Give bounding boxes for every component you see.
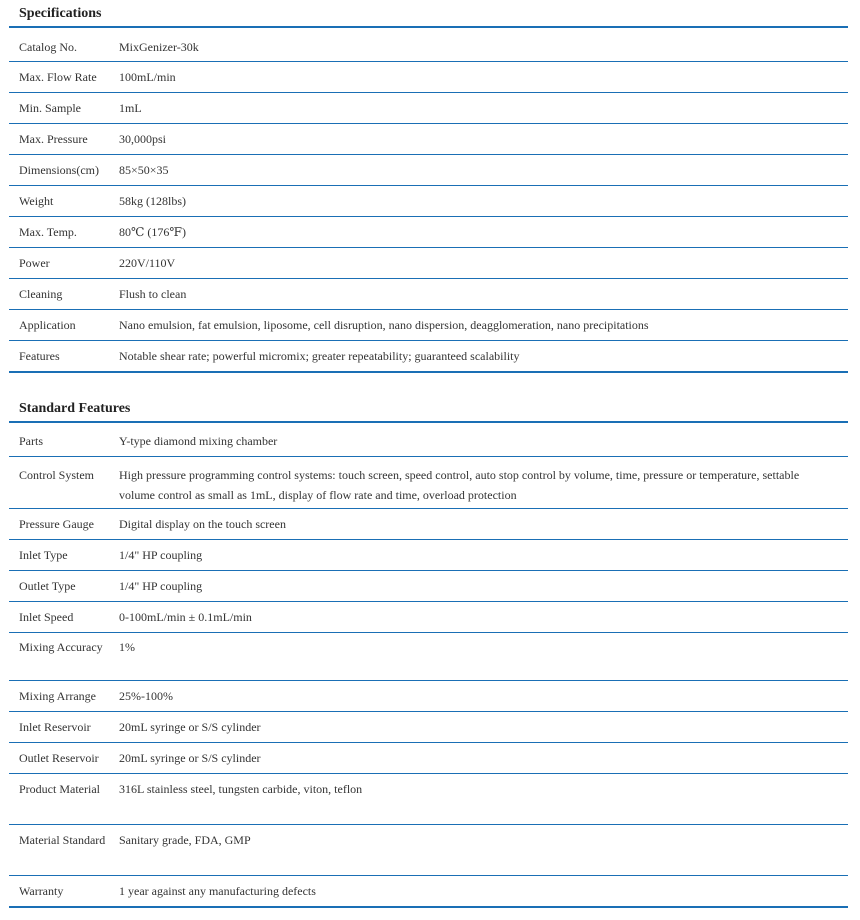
row-label: Mixing Arrange bbox=[9, 680, 109, 711]
row-label: Inlet Reservoir bbox=[9, 711, 109, 742]
row-label: Outlet Reservoir bbox=[9, 742, 109, 773]
table-row bbox=[9, 601, 848, 632]
row-value: Sanitary grade, FDA, GMP bbox=[109, 824, 848, 875]
row-value: 0-100mL/min ± 0.1mL/min bbox=[109, 601, 848, 632]
table-row bbox=[9, 632, 848, 680]
row-value: 1/4" HP coupling bbox=[109, 539, 848, 570]
row-label: Warranty bbox=[9, 875, 109, 907]
row-label: Outlet Type bbox=[9, 570, 109, 601]
row-value: 1mL bbox=[109, 92, 848, 123]
specifications-section bbox=[9, 0, 848, 373]
standard-features-table bbox=[9, 423, 848, 908]
table-row bbox=[9, 247, 848, 278]
row-label: Max. Flow Rate bbox=[9, 61, 109, 92]
row-label: Pressure Gauge bbox=[9, 508, 109, 539]
row-value: Y-type diamond mixing chamber bbox=[109, 423, 848, 456]
specifications-title: Specifications bbox=[9, 0, 848, 28]
row-label: Min. Sample bbox=[9, 92, 109, 123]
row-label: Parts bbox=[9, 423, 109, 456]
row-label: Dimensions(cm) bbox=[9, 154, 109, 185]
row-value: Notable shear rate; powerful micromix; greater repeatability; guaranteed scalability bbox=[109, 340, 848, 372]
standard-features-section bbox=[9, 395, 848, 908]
table-row bbox=[9, 216, 848, 247]
row-value: 1% bbox=[109, 632, 848, 680]
row-label: Cleaning bbox=[9, 278, 109, 309]
table-row bbox=[9, 185, 848, 216]
row-value: 25%-100% bbox=[109, 680, 848, 711]
table-row bbox=[9, 123, 848, 154]
row-label: Max. Temp. bbox=[9, 216, 109, 247]
table-row bbox=[9, 28, 848, 61]
row-label: Control System bbox=[9, 456, 109, 508]
table-row bbox=[9, 61, 848, 92]
row-label: Inlet Type bbox=[9, 539, 109, 570]
row-label: Power bbox=[9, 247, 109, 278]
row-value: 20mL syringe or S/S cylinder bbox=[109, 742, 848, 773]
row-label: Inlet Speed bbox=[9, 601, 109, 632]
table-row bbox=[9, 742, 848, 773]
row-label: Weight bbox=[9, 185, 109, 216]
table-row bbox=[9, 309, 848, 340]
row-label: Features bbox=[9, 340, 109, 372]
table-row bbox=[9, 154, 848, 185]
row-value: 85×50×35 bbox=[109, 154, 848, 185]
row-value: 20mL syringe or S/S cylinder bbox=[109, 711, 848, 742]
specifications-table bbox=[9, 28, 848, 373]
row-label: Material Standard bbox=[9, 824, 109, 875]
table-row bbox=[9, 875, 848, 907]
row-label: Catalog No. bbox=[9, 28, 109, 61]
table-row bbox=[9, 508, 848, 539]
table-row bbox=[9, 824, 848, 875]
table-row bbox=[9, 570, 848, 601]
row-value: Nano emulsion, fat emulsion, liposome, cell disruption, nano dispersion, deagglomeration, nano precipitations bbox=[109, 309, 848, 340]
row-value: 58kg (128lbs) bbox=[109, 185, 848, 216]
table-row bbox=[9, 423, 848, 456]
table-row bbox=[9, 92, 848, 123]
table-row bbox=[9, 278, 848, 309]
table-row bbox=[9, 711, 848, 742]
row-value: High pressure programming control systems: touch screen, speed control, auto stop control by volume, time, pressure or temperature, settable volume control as small as 1mL, display of flow rate and time, overload protection bbox=[109, 456, 848, 508]
row-value: 30,000psi bbox=[109, 123, 848, 154]
standard-features-title: Standard Features bbox=[9, 395, 848, 423]
row-value: 1 year against any manufacturing defects bbox=[109, 875, 848, 907]
row-value: 316L stainless steel, tungsten carbide, viton, teflon bbox=[109, 773, 848, 824]
table-row bbox=[9, 456, 848, 508]
row-label: Mixing Accuracy bbox=[9, 632, 109, 680]
row-value: 1/4" HP coupling bbox=[109, 570, 848, 601]
table-row bbox=[9, 773, 848, 824]
table-row bbox=[9, 680, 848, 711]
row-value: MixGenizer-30k bbox=[109, 28, 848, 61]
table-row bbox=[9, 340, 848, 372]
row-label: Max. Pressure bbox=[9, 123, 109, 154]
row-value: 80℃ (176℉) bbox=[109, 216, 848, 247]
row-label: Application bbox=[9, 309, 109, 340]
table-row bbox=[9, 539, 848, 570]
row-value: Flush to clean bbox=[109, 278, 848, 309]
row-value: Digital display on the touch screen bbox=[109, 508, 848, 539]
row-label: Product Material bbox=[9, 773, 109, 824]
row-value: 220V/110V bbox=[109, 247, 848, 278]
row-value: 100mL/min bbox=[109, 61, 848, 92]
